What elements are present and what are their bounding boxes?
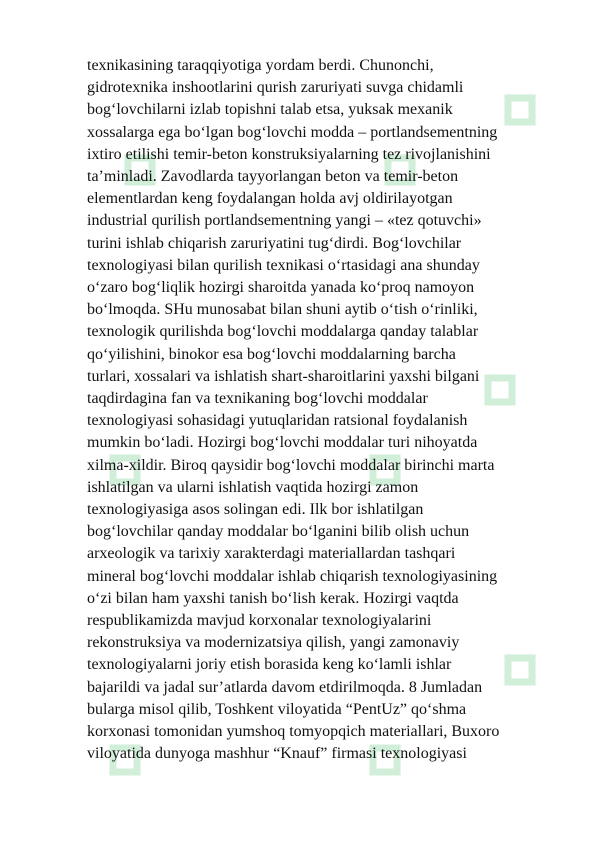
text-line: elementlardan keng foydalangan holda avj oldirilayotgan bbox=[87, 190, 453, 208]
text-line: bog‘lovchilar qanday moddalar bo‘lganini bilib olish uchun bbox=[87, 523, 470, 541]
text-line: o‘zi bilan ham yaxshi tanish bo‘lish kerak. Hozirgi vaqtda bbox=[87, 589, 459, 607]
text-line: texnologiyasiga asos solingan edi. Ilk bor ishlatilgan bbox=[87, 501, 424, 519]
body-paragraph bbox=[87, 55, 557, 766]
text-line: texnologiyalarni joriy etish borasida keng ko‘lamli ishlar bbox=[87, 656, 452, 674]
text-line: xossalarga ega bo‘lgan bog‘lovchi modda – portlandsementning bbox=[87, 123, 498, 141]
text-line: korxonasi tomonidan yumshoq tomyopqich materiallari, Buxoro bbox=[87, 723, 500, 741]
text-line: mumkin bo‘ladi. Hozirgi bog‘lovchi moddalar turi nihoyatda bbox=[87, 434, 478, 452]
text-line: bularga misol qilib, Toshkent viloyatida “PentUz” qo‘shma bbox=[87, 700, 467, 718]
text-line: respublikamizda mavjud korxonalar texnologiyalarini bbox=[87, 612, 432, 630]
text-line: taqdirdagina fan va texnikaning bog‘lovchi moddalar bbox=[87, 390, 428, 408]
text-line: ixtiro etilishi temir-beton konstruksiyalarning tez rivojlanishini bbox=[87, 145, 491, 163]
text-line: industrial qurilish portlandsementning yangi – «tez qotuvchi» bbox=[87, 212, 482, 230]
text-line: texnologiyasi sohasidagi yutuqlaridan ratsional foydalanish bbox=[87, 412, 468, 430]
text-line: bo‘lmoqda. SHu munosabat bilan shuni aytib o‘tish o‘rinliki, bbox=[87, 301, 478, 319]
text-line: o‘zaro bog‘liqlik hozirgi sharoitda yanada ko‘proq namoyon bbox=[87, 279, 475, 297]
text-line: texnikasining taraqqiyotiga yordam berdi. Chunonchi, bbox=[87, 57, 434, 74]
text-line: gidrotexnika inshootlarini qurish zaruriyati suvga chidamli bbox=[87, 79, 464, 97]
text-line: bajarildi va jadal sur’atlarda davom etdirilmoqda. 8 Jumladan bbox=[87, 678, 483, 696]
text-line: viloyatida dunyoga mashhur “Knauf” firmasi texnologiyasi bbox=[87, 745, 467, 763]
text-line: qo‘yilishini, binokor esa bog‘lovchi moddalarning barcha bbox=[87, 345, 456, 363]
text-line: texnologik qurilishda bog‘lovchi moddalarga qanday talablar bbox=[87, 323, 479, 341]
text-line: xilma-xildir. Biroq qaysidir bog‘lovchi moddalar birinchi marta bbox=[87, 456, 495, 474]
text-line: arxeologik va tarixiy xarakterdagi materiallardan tashqari bbox=[87, 545, 456, 563]
text-line: turlari, xossalari va ishlatish shart-sharoitlarini yaxshi bilgani bbox=[87, 367, 480, 385]
text-line: turini ishlab chiqarish zaruriyatini tug‘dirdi. Bog‘lovchilar bbox=[87, 234, 462, 252]
text-line: rekonstruksiya va modernizatsiya qilish, yangi zamonaviy bbox=[87, 634, 460, 652]
text-line: ta’minladi. Zavodlarda tayyorlangan beton va temir-beton bbox=[87, 168, 459, 186]
text-line: mineral bog‘lovchi moddalar ishlab chiqarish texnologiyasining bbox=[87, 567, 498, 585]
text-line: texnologiyasi bilan qurilish texnikasi o‘rtasidagi ana shunday bbox=[87, 256, 480, 274]
text-line: ishlatilgan va ularni ishlatish vaqtida hozirgi zamon bbox=[87, 478, 419, 496]
text-line: bog‘lovchilarni izlab topishni talab etsa, yuksak mexanik bbox=[87, 101, 453, 119]
